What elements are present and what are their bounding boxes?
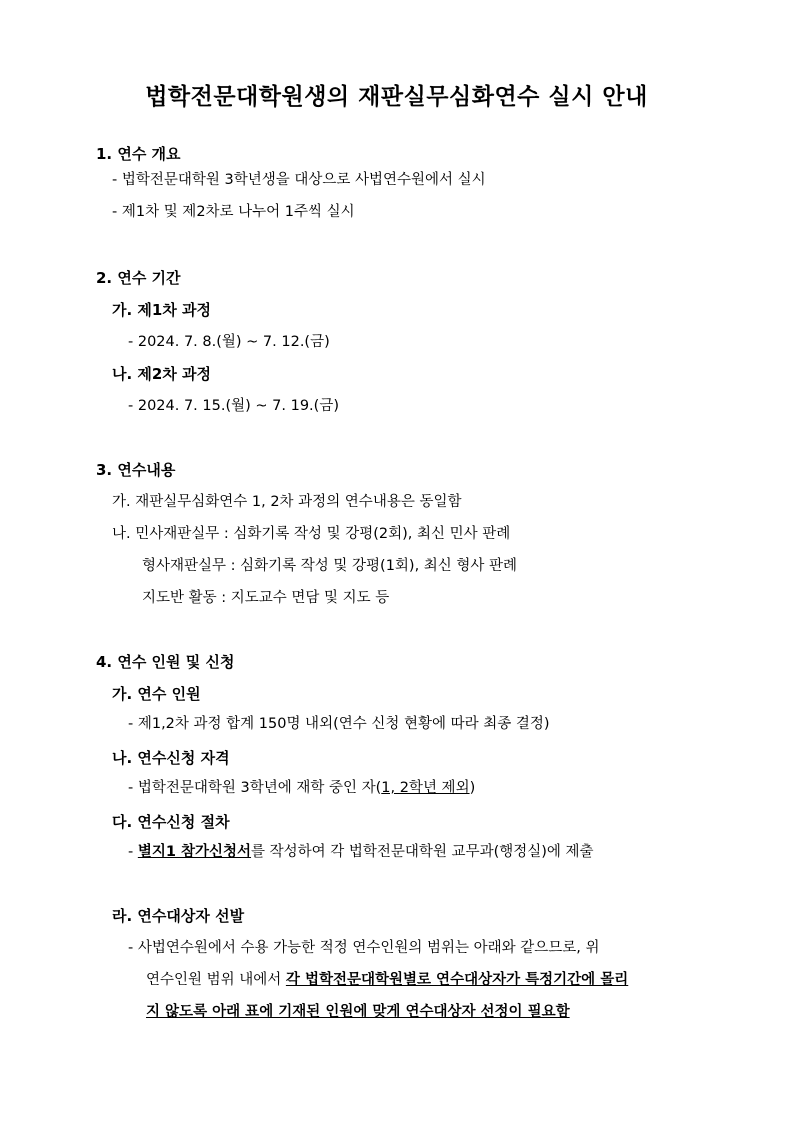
section-4-sub-d-line-3-emphasis: 지 않도록 아래 표에 기재된 인원에 맞게 연수대상자 선정이 필요함 bbox=[146, 1004, 570, 1020]
section-2-heading: 2. 연수 기간 bbox=[96, 269, 181, 287]
section-3-item-a: 가. 재판실무심화연수 1, 2차 과정의 연수내용은 동일함 bbox=[112, 494, 462, 510]
section-1-item-1: - 법학전문대학원 3학년생을 대상으로 사법연수원에서 실시 bbox=[112, 172, 486, 188]
section-4-sub-c-heading: 다. 연수신청 절차 bbox=[112, 813, 230, 831]
section-2-sub-b-item: - 2024. 7. 15.(월) ~ 7. 19.(금) bbox=[128, 398, 339, 414]
section-4-sub-c-item bbox=[128, 842, 594, 862]
section-1-item-2: - 제1차 및 제2차로 나누어 1주씩 실시 bbox=[112, 204, 355, 220]
section-4-sub-b-item-close: ) bbox=[469, 780, 476, 796]
section-4-sub-d-line-1: - 사법연수원에서 수용 가능한 적정 연수인원의 범위는 아래와 같으므로, 위 bbox=[128, 940, 600, 956]
section-3-item-b-1: 나. 민사재판실무 : 심화기록 작성 및 강평(2회), 최신 민사 판례 bbox=[112, 526, 511, 542]
section-3-heading: 3. 연수내용 bbox=[96, 461, 176, 479]
section-4-sub-b-heading: 나. 연수신청 자격 bbox=[112, 749, 230, 767]
section-4-sub-a-item: - 제1,2차 과정 합계 150명 내외(연수 신청 현황에 따라 최종 결정) bbox=[128, 716, 550, 732]
section-3-item-b-3: 지도반 활동 : 지도교수 면담 및 지도 등 bbox=[142, 590, 390, 606]
section-4-sub-d-line-2-text: 연수인원 범위 내에서 bbox=[146, 972, 286, 988]
document-title: 법학전문대학원생의 재판실무심화연수 실시 안내 bbox=[145, 84, 648, 110]
section-4-sub-b-item-underlined: 1, 2학년 제외 bbox=[381, 780, 470, 796]
section-4-sub-b-item bbox=[128, 778, 475, 798]
section-1-heading: 1. 연수 개요 bbox=[96, 145, 181, 163]
section-2-sub-b-heading: 나. 제2차 과정 bbox=[112, 365, 212, 383]
section-4-sub-a-heading: 가. 연수 인원 bbox=[112, 685, 201, 703]
section-4-sub-c-item-dash: - bbox=[128, 844, 138, 860]
section-4-sub-d-line-3 bbox=[146, 1002, 570, 1022]
section-2-sub-a-item: - 2024. 7. 8.(월) ~ 7. 12.(금) bbox=[128, 334, 330, 350]
section-3-item-b-2: 형사재판실무 : 심화기록 작성 및 강평(1회), 최신 형사 판례 bbox=[142, 558, 518, 574]
section-4-sub-c-item-emphasis: 별지1 참가신청서 bbox=[137, 844, 252, 860]
section-4-sub-d-line-2-emphasis: 각 법학전문대학원별로 연수대상자가 특정기간에 몰리 bbox=[285, 972, 629, 988]
section-4-sub-d-heading: 라. 연수대상자 선발 bbox=[112, 907, 245, 925]
section-4-sub-b-item-text: - 법학전문대학원 3학년에 재학 중인 자( bbox=[128, 780, 382, 796]
section-4-sub-c-item-text: 를 작성하여 각 법학전문대학원 교무과(행정실)에 제출 bbox=[251, 844, 594, 860]
section-4-sub-d-line-2 bbox=[146, 970, 628, 990]
section-4-heading: 4. 연수 인원 및 신청 bbox=[96, 653, 235, 671]
section-2-sub-a-heading: 가. 제1차 과정 bbox=[112, 301, 212, 319]
